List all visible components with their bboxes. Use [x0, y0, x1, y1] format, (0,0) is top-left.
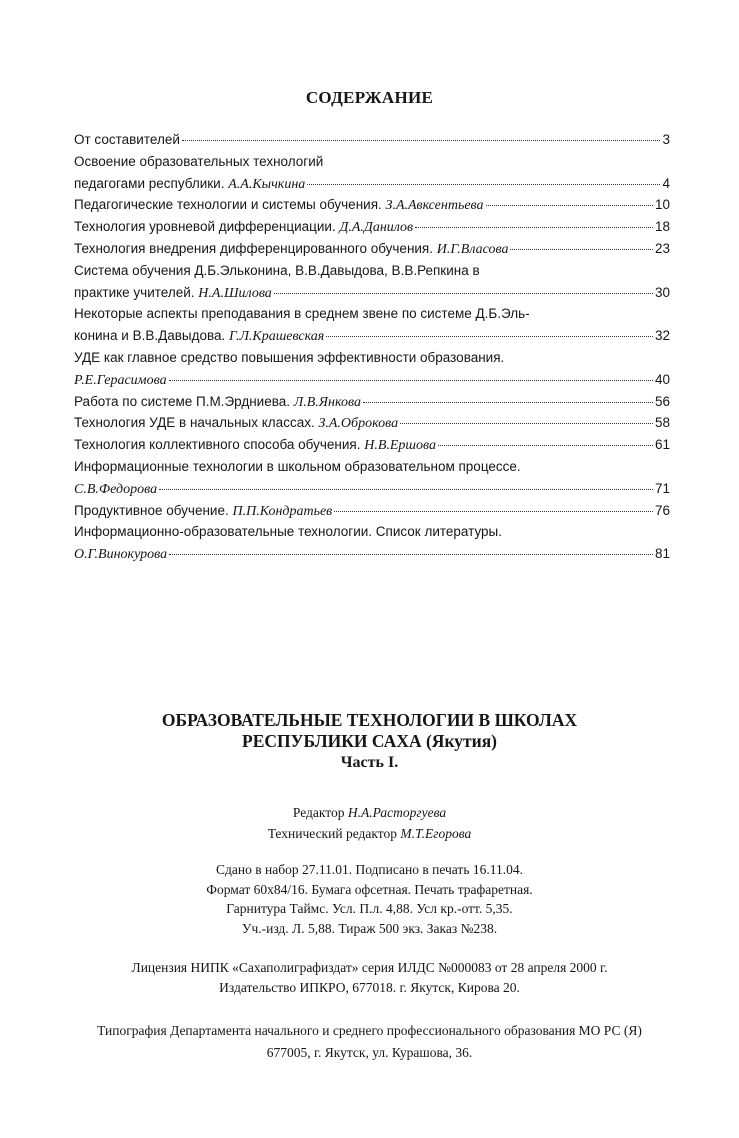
toc-dot-leader [182, 140, 661, 141]
toc-entry-author: А.А.Кычкина [228, 176, 306, 192]
toc-entry-title: УДЕ как главное средство повышения эффективности образования. [74, 349, 505, 365]
toc-entry-author: И.Г.Власова [436, 241, 509, 257]
toc-page-number: 58 [654, 415, 670, 431]
printer-address: 677005, г. Якутск, ул. Курашова, 36. [266, 1045, 473, 1060]
table-of-contents [74, 132, 670, 568]
toc-dot-leader [274, 293, 653, 294]
toc-line [74, 176, 670, 198]
toc-line [74, 241, 670, 263]
toc-entry-author: Н.А.Шилова [198, 285, 272, 301]
printer-info [0, 1020, 739, 1064]
book-title-line-1: ОБРАЗОВАТЕЛЬНЫЕ ТЕХНОЛОГИИ В ШКОЛАХ [161, 710, 578, 730]
toc-page-number: 61 [654, 437, 670, 453]
book-title-line-2: РЕСПУБЛИКИ САХА (Якутия) [242, 731, 497, 751]
toc-entry-title: Педагогические технологии и системы обучения. [74, 197, 386, 213]
tech-editor-line [0, 823, 739, 844]
toc-entry-title: педагогами республики. [74, 175, 229, 191]
license-line: Лицензия НИПК «Сахаполиграфиздат» серия ИЛДС №000083 от 28 апреля 2000 г. [131, 960, 608, 975]
toc-entry [74, 524, 670, 568]
toc-entry-title: Освоение образовательных технологий [74, 153, 324, 169]
toc-dot-leader [510, 249, 653, 250]
toc-entry [74, 154, 670, 198]
toc-title: СОДЕРЖАНИЕ [305, 88, 434, 107]
toc-dot-leader [415, 227, 653, 228]
print-specs [0, 860, 739, 938]
toc-line [74, 394, 670, 416]
toc-entry [74, 263, 670, 307]
license-info [0, 958, 739, 998]
toc-dot-leader [307, 184, 660, 185]
toc-line [74, 546, 670, 568]
toc-page-number: 76 [654, 502, 670, 518]
toc-dot-leader [334, 511, 653, 512]
editor-label: Редактор [292, 805, 345, 820]
toc-entry [74, 350, 670, 394]
tech-editor-label: Технический редактор [267, 826, 397, 841]
toc-entry-author: П.П.Кондратьев [232, 503, 333, 519]
toc-line [74, 154, 670, 176]
toc-entry-author: Д.А.Данилов [339, 220, 414, 236]
toc-entry [74, 394, 670, 416]
toc-entry-title: Технология УДЕ в начальных классах. [74, 415, 319, 431]
toc-entry-author: Л.В.Янкова [293, 394, 361, 410]
toc-entry [74, 459, 670, 503]
toc-dot-leader [169, 554, 653, 555]
toc-page-number: 71 [654, 480, 670, 496]
toc-dot-leader [363, 402, 653, 403]
toc-entry-title: конина и В.В.Давыдова. [74, 328, 230, 344]
editor-line [0, 802, 739, 823]
toc-line [74, 306, 670, 328]
toc-line [74, 263, 670, 285]
publisher-line: Издательство ИПКРО, 677018. г. Якутск, Кирова 20. [219, 980, 520, 995]
toc-page-number: 4 [662, 175, 670, 191]
toc-entry-author: З.А.Оброкова [318, 416, 399, 432]
editor-name: Н.А.Расторгуева [347, 805, 447, 820]
toc-dot-leader [326, 336, 653, 337]
toc-line [74, 372, 670, 394]
toc-entry [74, 306, 670, 350]
toc-line [74, 197, 670, 219]
spec-line: Гарнитура Таймс. Усл. П.л. 4,88. Усл кр.-отт. 5,35. [226, 901, 513, 916]
toc-entry-author: Г.Л.Крашевская [229, 329, 325, 345]
toc-entry [74, 197, 670, 219]
toc-entry [74, 219, 670, 241]
toc-line [74, 415, 670, 437]
toc-line [74, 481, 670, 503]
toc-page-number: 32 [654, 328, 670, 344]
toc-entry-title: Продуктивное обучение. [74, 502, 233, 518]
toc-page-number: 56 [654, 393, 670, 409]
toc-page-number: 40 [654, 371, 670, 387]
toc-line [74, 437, 670, 459]
toc-line [74, 219, 670, 241]
toc-entry-author: З.А.Авксентьева [385, 198, 484, 214]
toc-entry-title: Информационные технологии в школьном образовательном процессе. [74, 458, 521, 474]
toc-dot-leader [159, 489, 653, 490]
toc-entry [74, 415, 670, 437]
toc-entry-author: Р.Е.Герасимова [74, 372, 167, 388]
toc-page-number: 3 [662, 132, 670, 147]
credits [0, 802, 739, 844]
toc-entry-author: О.Г.Винокурова [74, 547, 168, 563]
toc-page-number: 23 [654, 240, 670, 256]
printer-line: Типография Департамента начального и среднего профессионального образования МО РС (Я) [97, 1023, 642, 1038]
toc-entry-title: Информационно-образовательные технологии. Список литературы. [74, 524, 503, 540]
toc-entry-title: От составителей [74, 132, 180, 147]
book-part: Часть I. [340, 754, 399, 771]
toc-entry [74, 437, 670, 459]
toc-line [74, 285, 670, 307]
spec-line: Уч.-изд. Л. 5,88. Тираж 500 экз. Заказ №238. [241, 920, 498, 936]
toc-entry [74, 241, 670, 263]
toc-page-number: 30 [654, 284, 670, 300]
toc-dot-leader [169, 380, 653, 381]
toc-dot-leader [486, 205, 653, 206]
toc-line [74, 132, 670, 154]
toc-entry-author: С.В.Федорова [74, 481, 158, 497]
toc-entry [74, 503, 670, 525]
toc-line [74, 503, 670, 525]
spec-line: Сдано в набор 27.11.01. Подписано в печать 16.11.04. [216, 862, 523, 877]
toc-entry-title: Работа по системе П.М.Эрдниева. [74, 393, 294, 409]
toc-line [74, 328, 670, 350]
toc-entry [74, 132, 670, 154]
toc-entry-title: Система обучения Д.Б.Эльконина, В.В.Давыдова, В.В.Репкина в [74, 262, 480, 278]
toc-entry-title: практике учителей. [74, 284, 199, 300]
toc-page-number: 81 [654, 546, 670, 562]
imprint-block [0, 710, 739, 1064]
toc-dot-leader [400, 423, 653, 424]
tech-editor-name: М.Т.Егорова [400, 826, 472, 841]
toc-entry-author: Н.В.Ершова [364, 438, 436, 454]
toc-page-number: 18 [654, 219, 670, 235]
toc-entry-title: Технология внедрения дифференцированного обучения. [74, 240, 437, 256]
toc-entry-title: Технология коллективного способа обучения. [74, 437, 365, 453]
toc-line [74, 459, 670, 481]
toc-page-number: 10 [654, 197, 670, 213]
toc-dot-leader [438, 445, 653, 446]
toc-line [74, 524, 670, 546]
toc-entry-title: Некоторые аспекты преподавания в среднем звене по системе Д.Б.Эль- [74, 306, 530, 322]
toc-line [74, 350, 670, 372]
spec-line: Формат 60х84/16. Бумага офсетная. Печать трафаретная. [206, 881, 533, 897]
toc-entry-title: Технология уровневой дифференциации. [74, 219, 340, 235]
